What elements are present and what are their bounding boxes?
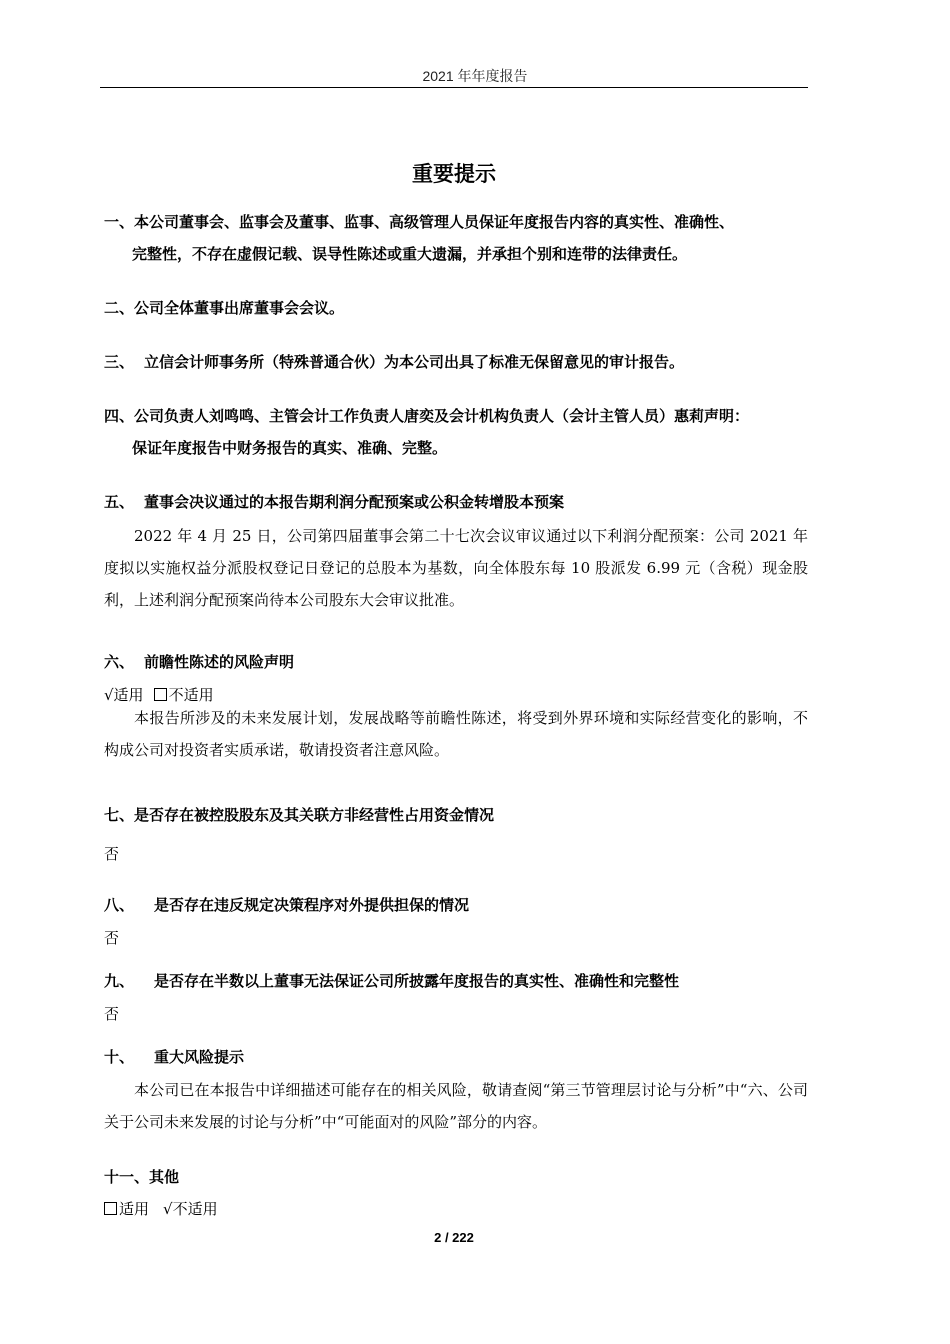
section-number: 八、	[104, 896, 135, 914]
section-number: 四、	[104, 407, 135, 425]
section-text: 立信会计师事务所（特殊普通合伙）为本公司出具了标准无保留意见的审计报告。	[144, 353, 685, 371]
section-5-heading	[104, 492, 564, 512]
section-text: 董事会决议通过的本报告期利润分配预案或公积金转增股本预案	[144, 493, 565, 511]
section-1	[104, 212, 734, 232]
section-text: 前瞻性陈述的风险声明	[144, 653, 295, 671]
section-number: 九、	[104, 972, 135, 990]
checkbox-icon	[154, 688, 167, 701]
section-number: 三、	[104, 353, 135, 371]
section-text: 是否存在半数以上董事无法保证公司所披露年度报告的真实性、准确性和完整性	[154, 972, 680, 990]
not-applicable-option: 不适用	[168, 686, 214, 704]
section-5-body: 2022 年 4 月 25 日，公司第四届董事会第二十七次会议审议通过以下利润分配预案：公司 2021 年度拟以实施权益分派股权登记日登记的总股本为基数，向全体股东每 10 股派发 6.99 元（含税）现金股利，上述利润分配预案尚待本公司股东大会审议批准。	[104, 527, 808, 609]
section-6-heading	[104, 652, 294, 672]
section-9-heading	[104, 971, 679, 991]
section-number: 十、	[104, 1048, 135, 1066]
section-6-body: 本报告所涉及的未来发展计划，发展战略等前瞻性陈述，将受到外界环境和实际经营变化的影响，不构成公司对投资者实质承诺，敬请投资者注意风险。	[104, 709, 808, 759]
section-10-body: 本公司已在本报告中详细描述可能存在的相关风险，敬请查阅“第三节管理层讨论与分析”中“六、公司关于公司未来发展的讨论与分析”中“可能面对的风险”部分的内容。	[104, 1081, 808, 1131]
section-number: 七、	[104, 806, 135, 824]
not-applicable-option-checked: √不适用	[163, 1200, 218, 1218]
section-7-heading	[104, 805, 494, 825]
section-text: 公司全体董事出席董事会会议。	[134, 299, 345, 317]
section-8-heading	[104, 895, 469, 915]
header-rule	[100, 87, 808, 88]
section-number: 二、	[104, 299, 135, 317]
section-7-answer: 否	[104, 845, 120, 863]
running-header: 2021 年年度报告	[422, 68, 528, 84]
page-number: 2 / 222	[434, 1230, 474, 1245]
checkbox-icon	[104, 1202, 117, 1215]
applicable-option: 适用	[119, 1200, 150, 1218]
section-10-heading	[104, 1047, 244, 1067]
section-number: 六、	[104, 653, 135, 671]
section-text: 其他	[149, 1168, 180, 1186]
section-number: 五、	[104, 493, 135, 511]
section-11-heading	[104, 1167, 179, 1187]
section-text: 重大风险提示	[154, 1048, 245, 1066]
section-8-answer: 否	[104, 929, 120, 947]
section-text: 是否存在被控股股东及其关联方非经营性占用资金情况	[134, 806, 495, 824]
section-11-applicability	[104, 1199, 218, 1219]
section-text: 本公司董事会、监事会及董事、监事、高级管理人员保证年度报告内容的真实性、准确性、	[134, 213, 735, 231]
section-9-answer: 否	[104, 1005, 120, 1023]
section-4	[104, 406, 749, 426]
section-4-continued: 保证年度报告中财务报告的真实、准确、完整。	[132, 439, 448, 457]
section-number: 十一、	[104, 1168, 150, 1186]
section-number: 一、	[104, 213, 135, 231]
section-text: 公司负责人刘鸣鸣、主管会计工作负责人唐奕及会计机构负责人（会计主管人员）惠莉声明：	[134, 407, 750, 425]
section-2	[104, 298, 344, 318]
section-1-continued: 完整性，不存在虚假记载、误导性陈述或重大遗漏，并承担个别和连带的法律责任。	[132, 245, 688, 263]
page-title: 重要提示	[412, 162, 496, 186]
section-text: 是否存在违反规定决策程序对外提供担保的情况	[154, 896, 470, 914]
applicable-option-checked: √适用	[104, 686, 144, 704]
section-3	[104, 352, 684, 372]
